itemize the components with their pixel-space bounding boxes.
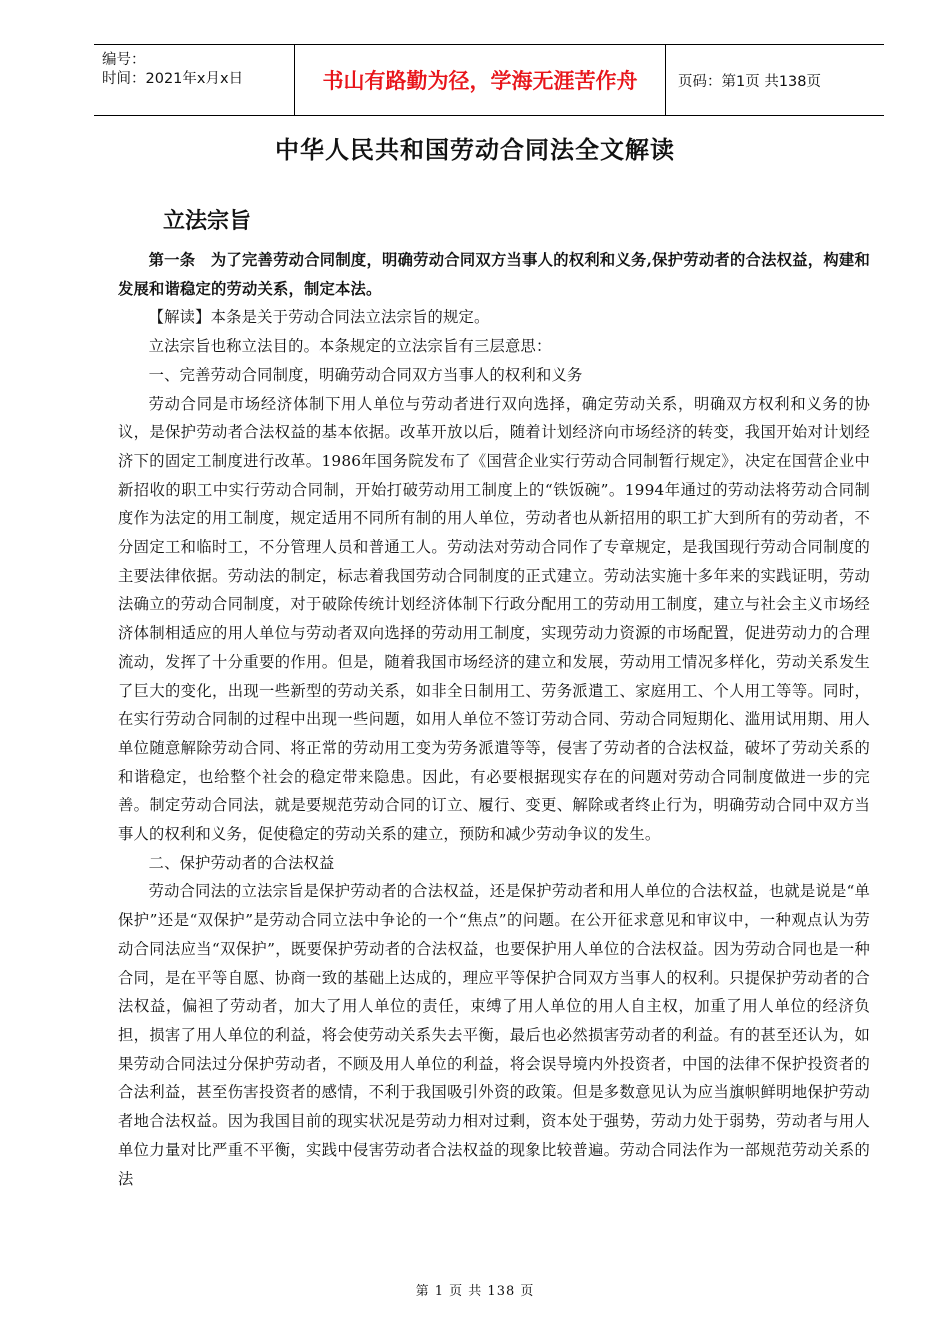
page-footer: 第 1 页 共 138 页 (415, 1284, 535, 1299)
time-label: 时间：2021年x月x日 (102, 71, 244, 87)
document-body (118, 246, 870, 1193)
header-meta (94, 45, 294, 115)
number-label: 编号： (102, 52, 146, 68)
body-paragraph: 劳动合同是市场经济体制下用人单位与劳动者进行双向选择，确定劳动关系，明确双方权利和义务的协议，是保护劳动者合法权益的基本依据。改革开放以后，随着计划经济向市场经济的转变，我国开始对计划经济下的固定工制度进行改革。1986年国务院发布了《国营企业实行劳动合同制暂行规定》，决定在国营企业中新招收的职工中实行劳动合同制，开始打破劳动用工制度上的“铁饭碗”。1994年通过的劳动法将劳动合同制度作为法定的用工制度，规定适用不同所有制的用人单位，劳动者也从新招用的职工扩大到所有的劳动者，不分固定工和临时工，不分管理人员和普通工人。劳动法对劳动合同作了专章规定，是我国现行劳动合同制度的主要法律依据。劳动法的制定，标志着我国劳动合同制度的正式建立。劳动法实施十多年来的实践证明，劳动法确立的劳动合同制度，对于破除传统计划经济体制下行政分配用工的劳动用工制度，建立与社会主义市场经济体制相适应的用人单位与劳动者双向选择的劳动用工制度，实现劳动力资源的市场配置，促进劳动力的合理流动，发挥了十分重要的作用。但是，随着我国市场经济的建立和发展，劳动用工情况多样化，劳动关系发生了巨大的变化，出现一些新型的劳动关系，如非全日制用工、劳务派遣工、家庭用工、个人用工等等。同时，在实行劳动合同制的过程中出现一些问题，如用人单位不签订劳动合同、劳动合同短期化、滥用试用期、用人单位随意解除劳动合同、将正常的劳动用工变为劳务派遣等等，侵害了劳动者的合法权益，破坏了劳动关系的和谐稳定，也给整个社会的稳定带来隐患。因此，有必要根据现实存在的问题对劳动合同制度做进一步的完善。制定劳动合同法，就是要规范劳动合同的订立、履行、变更、解除或者终止行为，明确劳动合同中双方当事人的权利和义务，促使稳定的劳动关系的建立，预防和减少劳动争议的发生。 (118, 394, 870, 844)
body-paragraph: 劳动合同法的立法宗旨是保护劳动者的合法权益，还是保护劳动者和用人单位的合法权益，也就是说是“单保护”还是“双保护”是劳动合同立法中争论的一个“焦点”的问题。在公开征求意见和审议中，一种观点认为劳动合同法应当“双保护”，既要保护劳动者的合法权益，也要保护用人单位的合法权益。因为劳动合同也是一种合同，是在平等自愿、协商一致的基础上达成的，理应平等保护合同双方当事人的权利。只提保护劳动者的合法权益，偏袒了劳动者，加大了用人单位的责任，束缚了用人单位的用人自主权，加重了用人单位的经济负担，损害了用人单位的利益，将会使劳动关系失去平衡，最后也必然损害劳动者的利益。有的甚至还认为，如果劳动合同法过分保护劳动者，不顾及用人单位的利益，将会误导境内外投资者，中国的法律不保护投资者的合法利益，甚至伤害投资者的感情，不利于我国吸引外资的政策。但是多数意见认为应当旗帜鲜明地保护劳动者地合法权益。因为我国目前的现实状况是劳动力相对过剩，资本处于强势，劳动力处于弱势，劳动者与用人单位力量对比严重不平衡，实践中侵害劳动者合法权益的现象比较普遍。劳动合同法作为一部规范劳动关系的法 (118, 882, 870, 1188)
subheading-paragraph: 二、保护劳动者的合法权益 (148, 853, 335, 872)
header-table (94, 44, 884, 116)
article-paragraph: 第一条 为了完善劳动合同制度，明确劳动合同双方当事人的权利和义务,保护劳动者的合法权益，构建和发展和谐稳定的劳动关系，制定本法。 (118, 251, 870, 298)
section-title: 立法宗旨 (163, 209, 252, 234)
header-motto: 书山有路勤为径，学海无涯苦作舟 (294, 45, 666, 115)
subheading-paragraph: 一、完善劳动合同制度，明确劳动合同双方当事人的权利和义务 (148, 365, 583, 384)
interpretation-paragraph: 【解读】本条是关于劳动合同法立法宗旨的规定。 (148, 308, 490, 327)
header-page-info: 页码：第1页 共138页 (678, 73, 822, 90)
document-title: 中华人民共和国劳动合同法全文解读 (275, 135, 675, 164)
body-paragraph: 立法宗旨也称立法目的。本条规定的立法宗旨有三层意思： (148, 337, 552, 356)
